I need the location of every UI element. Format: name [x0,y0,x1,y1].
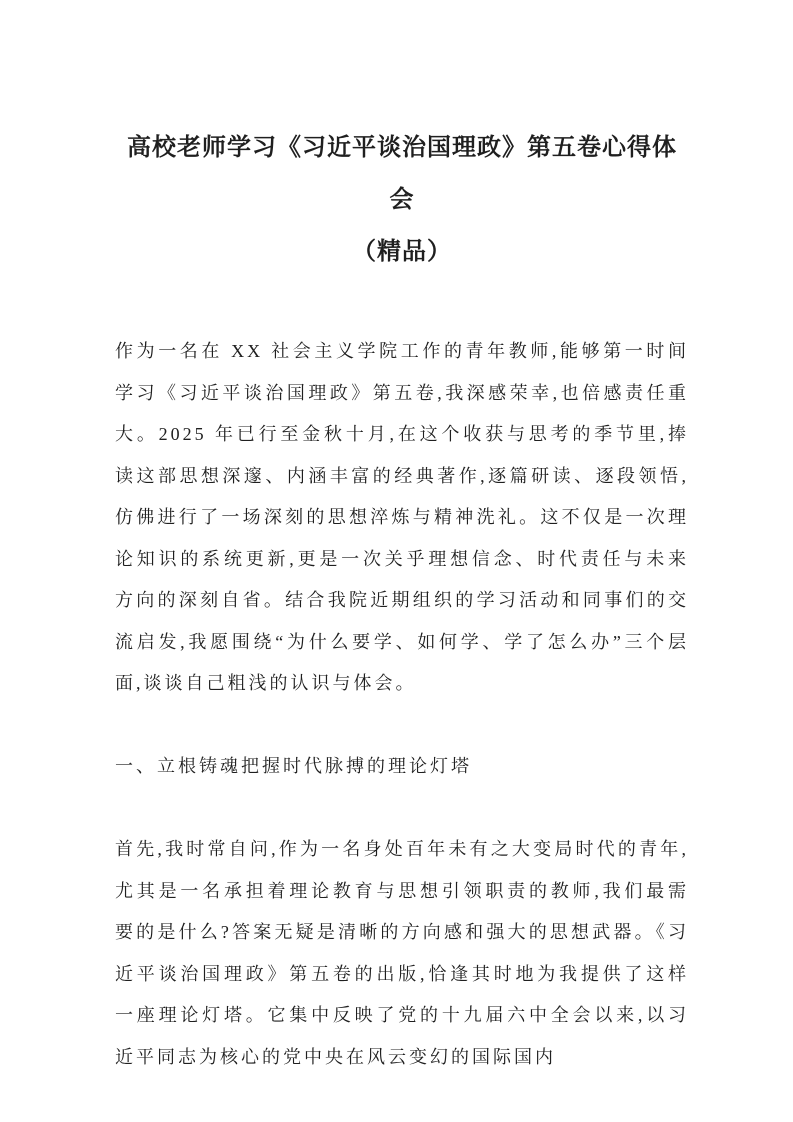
document-title-line-1: 高校老师学习《习近平谈治国理政》第五卷心得体会 [127,135,677,213]
section-heading-1: 一、立根铸魂把握时代脉搏的理论灯塔 [115,756,472,776]
document-title-line-2: （精品） [352,239,452,265]
document-title [115,122,689,278]
paragraph-section-1: 首先,我时常自问,作为一名身处百年未有之大变局时代的青年,尤其是一名承担着理论教育与思想引领职责的教师,我们最需要的是什么?答案无疑是清晰的方向感和强大的思想武器。《习近平谈治国理政》第五卷的出版,恰逢其时地为我提供了这样一座理论灯塔。它集中反映了党的十九届六中全会以来,以习近平同志为核心的党中央在风云变幻的国际国内 [115,839,689,1067]
paragraph-intro: 作为一名在 XX 社会主义学院工作的青年教师,能够第一时间学习《习近平谈治国理政》第五卷,我深感荣幸,也倍感责任重大。2025 年已行至金秋十月,在这个收获与思考的季节里,捧读这部思想深邃、内涵丰富的经典著作,逐篇研读、逐段领悟,仿佛进行了一场深刻的思想淬炼与精神洗礼。这不仅是一次理论知识的系统更新,更是一次关乎理想信念、时代责任与未来方向的深刻自省。结合我院近期组织的学习活动和同事们的交流启发,我愿围绕“为什么要学、如何学、学了怎么办”三个层面,谈谈自己粗浅的认识与体会。 [115,341,689,693]
